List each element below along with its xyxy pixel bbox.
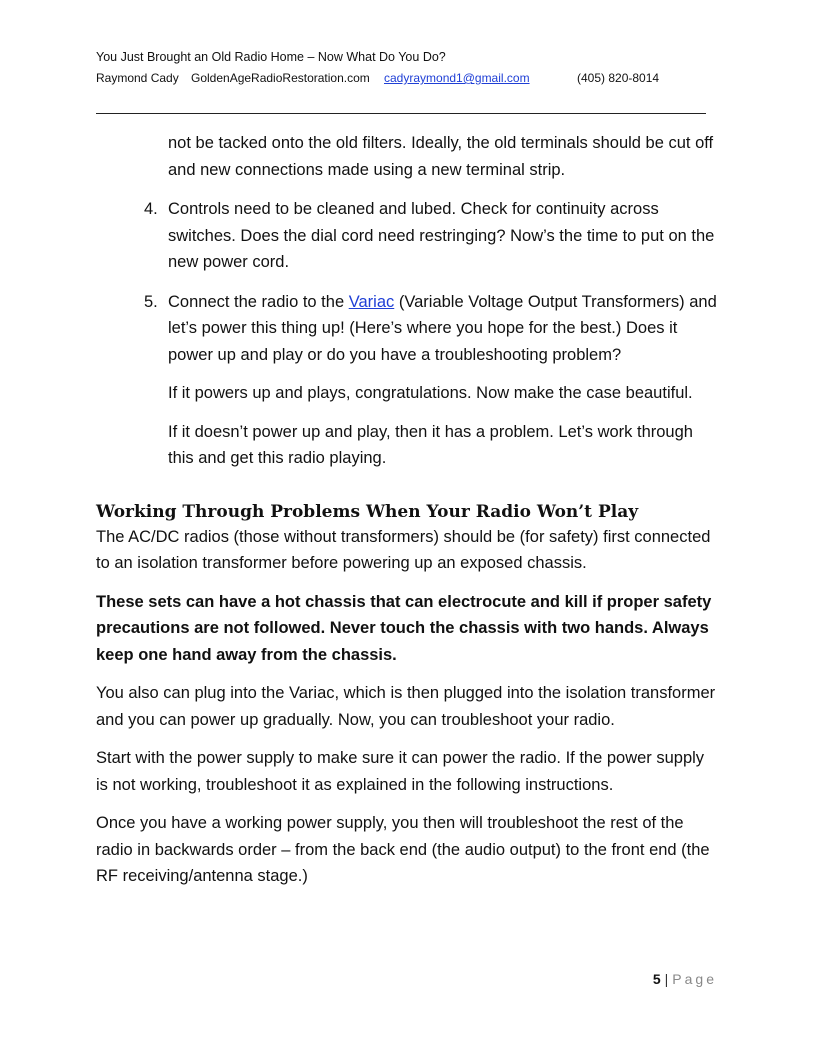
list-number: 5. xyxy=(144,292,158,311)
list-item-paragraph: If it powers up and plays, congratulations. Now make the case beautiful. xyxy=(168,384,693,402)
phone-number: (405) 820-8014 xyxy=(577,71,660,85)
author-name: Raymond Cady xyxy=(96,71,179,85)
list-item-paragraph: If it doesn’t power up and play, then it has a problem. Let’s work through this and get this radio playing. xyxy=(168,422,693,467)
document-title: You Just Brought an Old Radio Home – Now What Do You Do? xyxy=(96,50,446,64)
list-item-text: Controls need to be cleaned and lubed. Check for continuity across switches. Does the dial cord need restringing? Now’s the time to put on the new power cord. xyxy=(168,200,715,271)
email-link[interactable]: cadyraymond1@gmail.com xyxy=(384,71,530,85)
list-item-text xyxy=(168,289,720,369)
website-text: GoldenAgeRadioRestoration.com xyxy=(191,71,370,85)
list-item-5 xyxy=(96,289,720,472)
page-number: 5 xyxy=(652,971,661,987)
body-paragraph: You also can plug into the Variac, which is then plugged into the isolation transformer and you can power up gradually. Now, you can troubleshoot your radio. xyxy=(96,684,716,729)
section-heading: Working Through Problems When Your Radio Won’t Play xyxy=(96,501,639,522)
footer-separator: | xyxy=(664,971,669,987)
header-contact-line xyxy=(96,69,736,87)
continuation-paragraph: not be tacked onto the old filters. Ideally, the old terminals should be cut off and new connections made using a new terminal strip. xyxy=(168,134,714,179)
text-before-link: Connect the radio to the xyxy=(168,292,349,311)
warning-paragraph: These sets can have a hot chassis that can electrocute and kill if proper safety precautions are not followed. Never touch the chassis with two hands. Always keep one hand away from the chassis. xyxy=(96,592,712,664)
body-paragraph: The AC/DC radios (those without transformers) should be (for safety) first connected to an isolation transformer before powering up an exposed chassis. xyxy=(96,527,711,572)
body-paragraph: Start with the power supply to make sure it can power the radio. If the power supply is not working, troubleshoot it as explained in the following instructions. xyxy=(96,749,705,794)
page-label: Page xyxy=(672,971,717,987)
list-item-4 xyxy=(96,196,720,276)
list-number: 4. xyxy=(144,200,158,218)
page-body xyxy=(96,130,720,890)
body-paragraph: Once you have a working power supply, you then will troubleshoot the rest of the radio in backwards order – from the back end (the audio output) to the front end (the RF receiving/antenna stage.) xyxy=(96,814,710,885)
header-divider xyxy=(96,113,706,114)
page-header xyxy=(96,48,736,87)
page-footer xyxy=(653,971,717,987)
variac-link[interactable]: Variac xyxy=(348,292,395,311)
text-after-link: (Variable Voltage Output Transformers) and let’s power this thing up! (Here’s where you hope for the best.) Does it power up and play or do you have a troubleshooting problem? xyxy=(168,292,717,364)
